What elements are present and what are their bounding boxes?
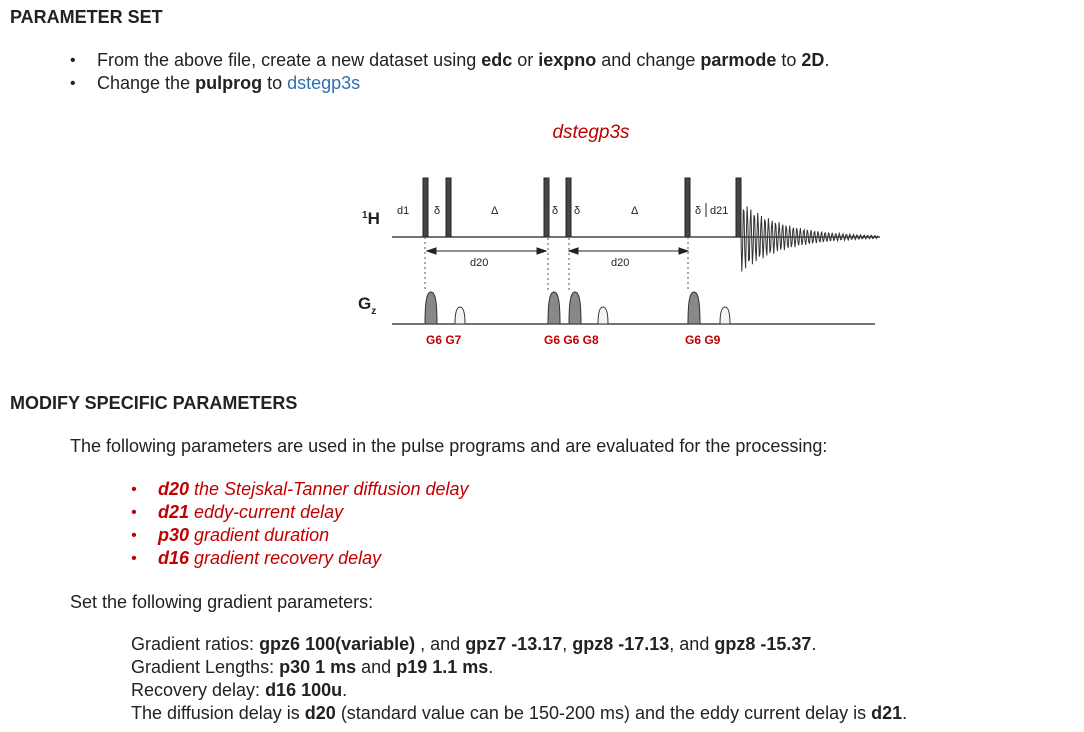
param-desc: gradient recovery delay [189,548,382,568]
list-item [158,524,469,547]
recovery-delay-line: Recovery delay: d16 100u. [131,680,348,700]
gradient-details [131,633,907,725]
param-desc: gradient duration [189,525,330,545]
d20-arrows [427,248,688,254]
gradient-label-g6-g6-g8: G6 G6 G8 [544,333,599,347]
param-desc: eddy-current delay [189,502,344,522]
text: to [262,73,288,93]
diagram-title: dstegp3s [552,122,630,143]
gradient-pulses [425,292,730,324]
gradient-label-g6-g9: G6 G9 [685,333,721,347]
param-desc: the Stejskal-Tanner diffusion delay [189,479,469,499]
gradient-ratios-line: Gradient ratios: gpz6 100(variable) , and gpz7 -13.17, gpz8 -17.13, and gpz8 -15.37. [131,634,817,654]
term-iexpno: iexpno [538,50,597,70]
text: . [824,50,830,70]
intro-text: The following parameters are used in the pulse programs and are evaluated for the processing: [70,436,828,456]
param-name: p30 [158,525,190,545]
fid-signal [741,206,878,271]
d20-label: d20 [470,257,489,269]
diffusion-delay-line: The diffusion delay is d20 (standard value can be 150-200 ms) and the eddy current delay is d21. [131,703,908,723]
text: to [776,50,802,70]
d20-label: d20 [611,257,630,269]
param-name: d20 [158,479,190,499]
delta-big-label: Δ [631,205,639,217]
set-gradient-text: Set the following gradient parameters: [70,592,374,612]
term-edc: edc [481,50,513,70]
delay-guides [425,178,688,290]
list-item [158,501,469,524]
text: and change [596,50,701,70]
rf-pulses [423,178,741,237]
gradient-label-g6-g7: G6 G7 [426,333,462,347]
delta-small-label: δ [552,205,559,217]
text: or [512,50,539,70]
heading-modify-parameters: MODIFY SPECIFIC PARAMETERS [10,393,298,413]
pulprog-link[interactable]: dstegp3s [287,73,361,93]
param-name: d16 [158,548,190,568]
delta-small-label: δ [434,205,441,217]
list-item [158,547,469,570]
delta-small-label: δ [695,205,702,217]
param-name: d21 [158,502,190,522]
term-2d: 2D [801,50,825,70]
text: Change the [97,73,196,93]
delta-small-label: δ [574,205,581,217]
parameter-list [158,478,469,570]
term-pulprog: pulprog [195,73,263,93]
d1-label: d1 [397,205,410,217]
gradient-lengths-line: Gradient Lengths: p30 1 ms and p19 1.1 ms. [131,657,494,677]
d21-label: d21 [710,205,729,217]
term-parmode: parmode [700,50,777,70]
delta-big-label: Δ [491,205,499,217]
channel-h-label: $^1$H [362,209,380,228]
text: From the above file, create a new dataset using [97,50,482,70]
list-item [158,478,469,501]
heading-parameter-set: PARAMETER SET [10,7,163,27]
channel-gz-label: $G_z$ [358,294,377,317]
